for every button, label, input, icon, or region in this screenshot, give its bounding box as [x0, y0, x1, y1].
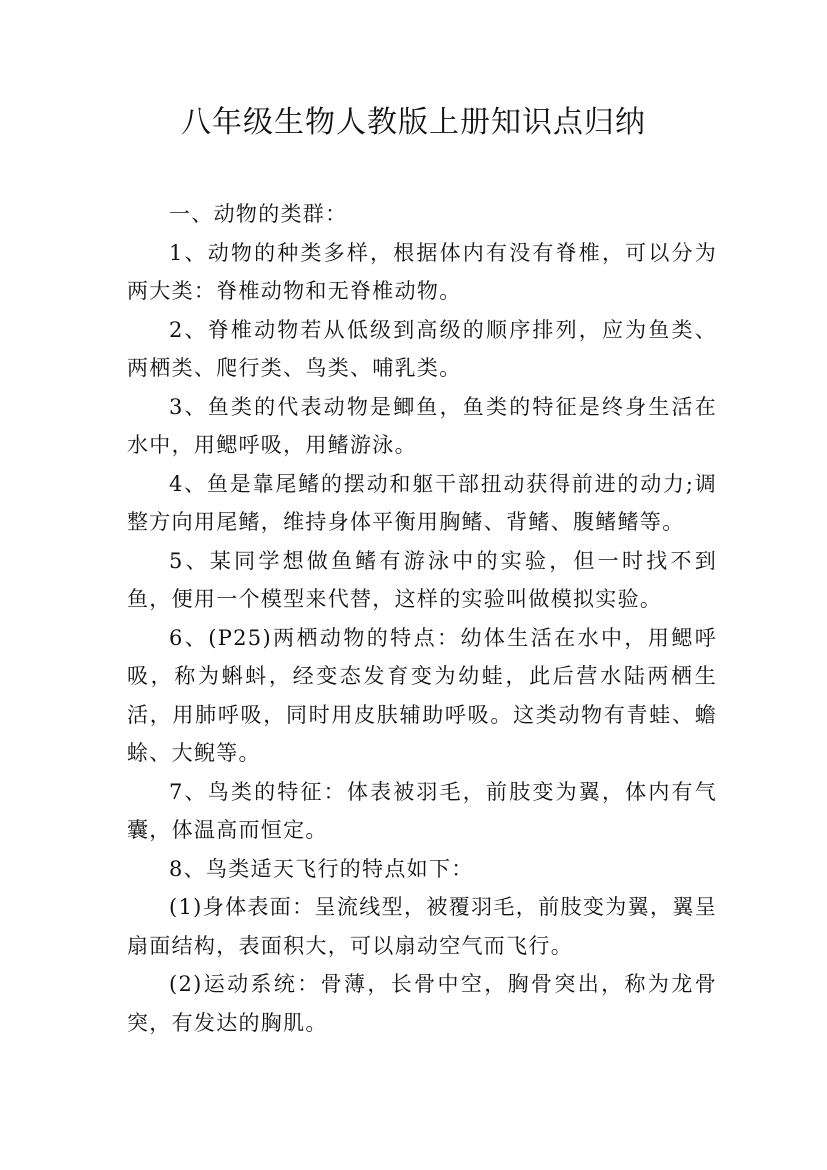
paragraph-8-2: (2)运动系统：骨薄，长骨中空，胸骨突出，称为龙骨突，有发达的胸肌。: [127, 972, 717, 1035]
paragraph-2: 2、脊椎动物若从低级到高级的顺序排列，应为鱼类、两栖类、爬行类、鸟类、哺乳类。: [127, 317, 717, 380]
document-body: [127, 195, 717, 1042]
paragraph-4: 4、鱼是靠尾鳍的摆动和躯干部扭动获得前进的动力;调整方向用尾鳍，维持身体平衡用胸鳍、背鳍、腹鳍鳍等。: [127, 471, 717, 534]
paragraph-section-heading: 一、动物的类群：: [169, 202, 348, 226]
paragraph-8: 8、鸟类适天飞行的特点如下：: [169, 856, 474, 881]
paragraph-3: 3、鱼类的代表动物是鲫鱼，鱼类的特征是终身生活在水中，用鳃呼吸，用鳍游泳。: [127, 394, 717, 457]
paragraph-7: 7、鸟类的特征：体表被羽毛，前肢变为翼，体内有气囊，体温高而恒定。: [127, 779, 717, 842]
document-title: 八年级生物人教版上册知识点归纳: [181, 105, 646, 140]
paragraph-5: 5、某同学想做鱼鳍有游泳中的实验，但一时找不到鱼，便用一个模型来代替，这样的实验叫做模拟实验。: [127, 548, 717, 611]
paragraph-6: 6、(P25)两栖动物的特点：幼体生活在水中，用鳃呼吸，称为蝌蚪，经变态发育变为幼蛙，此后营水陆两栖生活，用肺呼吸，同时用皮肤辅助呼吸。这类动物有青蛙、蟾蜍、大鲵等。: [127, 625, 717, 765]
paragraph-8-1: (1)身体表面：呈流线型，被覆羽毛，前肢变为翼，翼呈扇面结构，表面积大，可以扇动空气而飞行。: [127, 895, 717, 958]
paragraph-1: 1、动物的种类多样，根据体内有没有脊椎，可以分为两大类：脊椎动物和无脊椎动物。: [127, 240, 717, 303]
